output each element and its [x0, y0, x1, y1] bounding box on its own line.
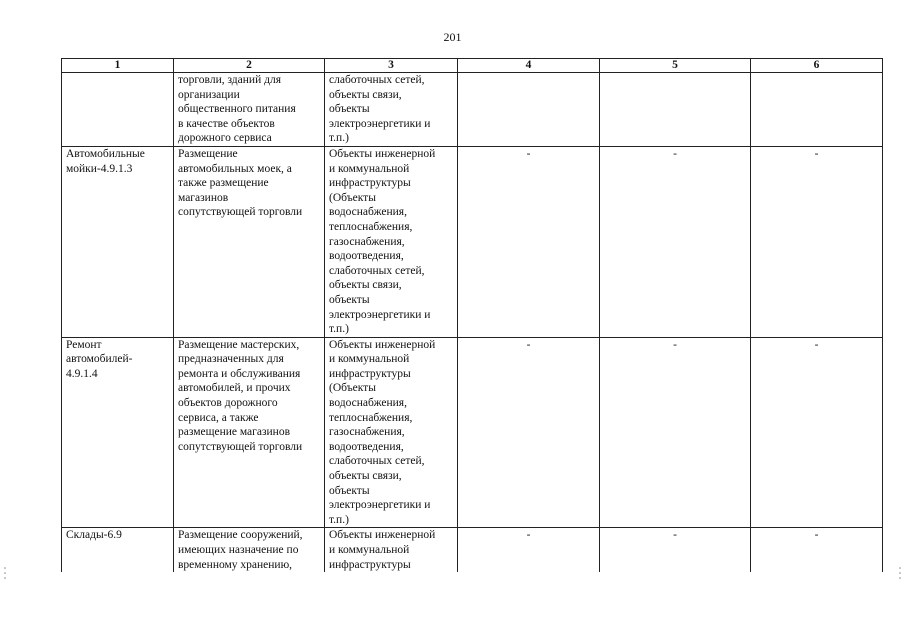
column-header-3: 3: [325, 59, 458, 73]
table-row: [62, 146, 883, 337]
table-cell: -: [458, 528, 600, 572]
table-cell: -: [751, 337, 883, 528]
table-row: [62, 73, 883, 147]
table-cell: Склады-6.9: [62, 528, 174, 572]
table-cell: -: [751, 528, 883, 572]
table-cell: -: [458, 146, 600, 337]
table-cell: [751, 73, 883, 147]
column-header-4: 4: [458, 59, 600, 73]
header-row: [62, 59, 883, 73]
table-cell: Объекты инженерной и коммунальной инфраструктуры (Объекты водоснабжения, теплоснабжения, газоснабжения, водоотведения, слаботочных сетей, объекты связи, объекты электроэнергетики и т.п.): [325, 337, 458, 528]
table-cell: Ремонт автомобилей- 4.9.1.4: [62, 337, 174, 528]
regulation-table: [61, 58, 883, 572]
table-cell: -: [600, 337, 751, 528]
column-header-5: 5: [600, 59, 751, 73]
table-cell: Размещение сооружений, имеющих назначение по временному хранению,: [174, 528, 325, 572]
table-cell: Размещение мастерских, предназначенных для ремонта и обслуживания автомобилей, и прочих объектов дорожного сервиса, а также размещение магазинов сопутствующей торговли: [174, 337, 325, 528]
table-cell: [62, 73, 174, 147]
table-cell: -: [751, 146, 883, 337]
page-number: 201: [443, 30, 462, 44]
table-row: [62, 337, 883, 528]
table-cell: -: [458, 337, 600, 528]
right-margin-mark: [898, 566, 902, 582]
left-margin-mark: [3, 566, 7, 582]
table-cell: Размещение автомобильных моек, а также размещение магазинов сопутствующей торговли: [174, 146, 325, 337]
table-cell: торговли, зданий для организации общественного питания в качестве объектов дорожного сервиса: [174, 73, 325, 147]
table-cell: Объекты инженерной и коммунальной инфраструктуры: [325, 528, 458, 572]
column-header-2: 2: [174, 59, 325, 73]
table-cell: Автомобильные мойки-4.9.1.3: [62, 146, 174, 337]
table-cell: [600, 73, 751, 147]
table-cell: -: [600, 146, 751, 337]
column-header-1: 1: [62, 59, 174, 73]
table-cell: [458, 73, 600, 147]
table-row: [62, 528, 883, 572]
table-cell: -: [600, 528, 751, 572]
table-cell: Объекты инженерной и коммунальной инфраструктуры (Объекты водоснабжения, теплоснабжения, газоснабжения, водоотведения, слаботочных сетей, объекты связи, объекты электроэнергетики и т.п.): [325, 146, 458, 337]
column-header-6: 6: [751, 59, 883, 73]
table-cell: слаботочных сетей, объекты связи, объекты электроэнергетики и т.п.): [325, 73, 458, 147]
